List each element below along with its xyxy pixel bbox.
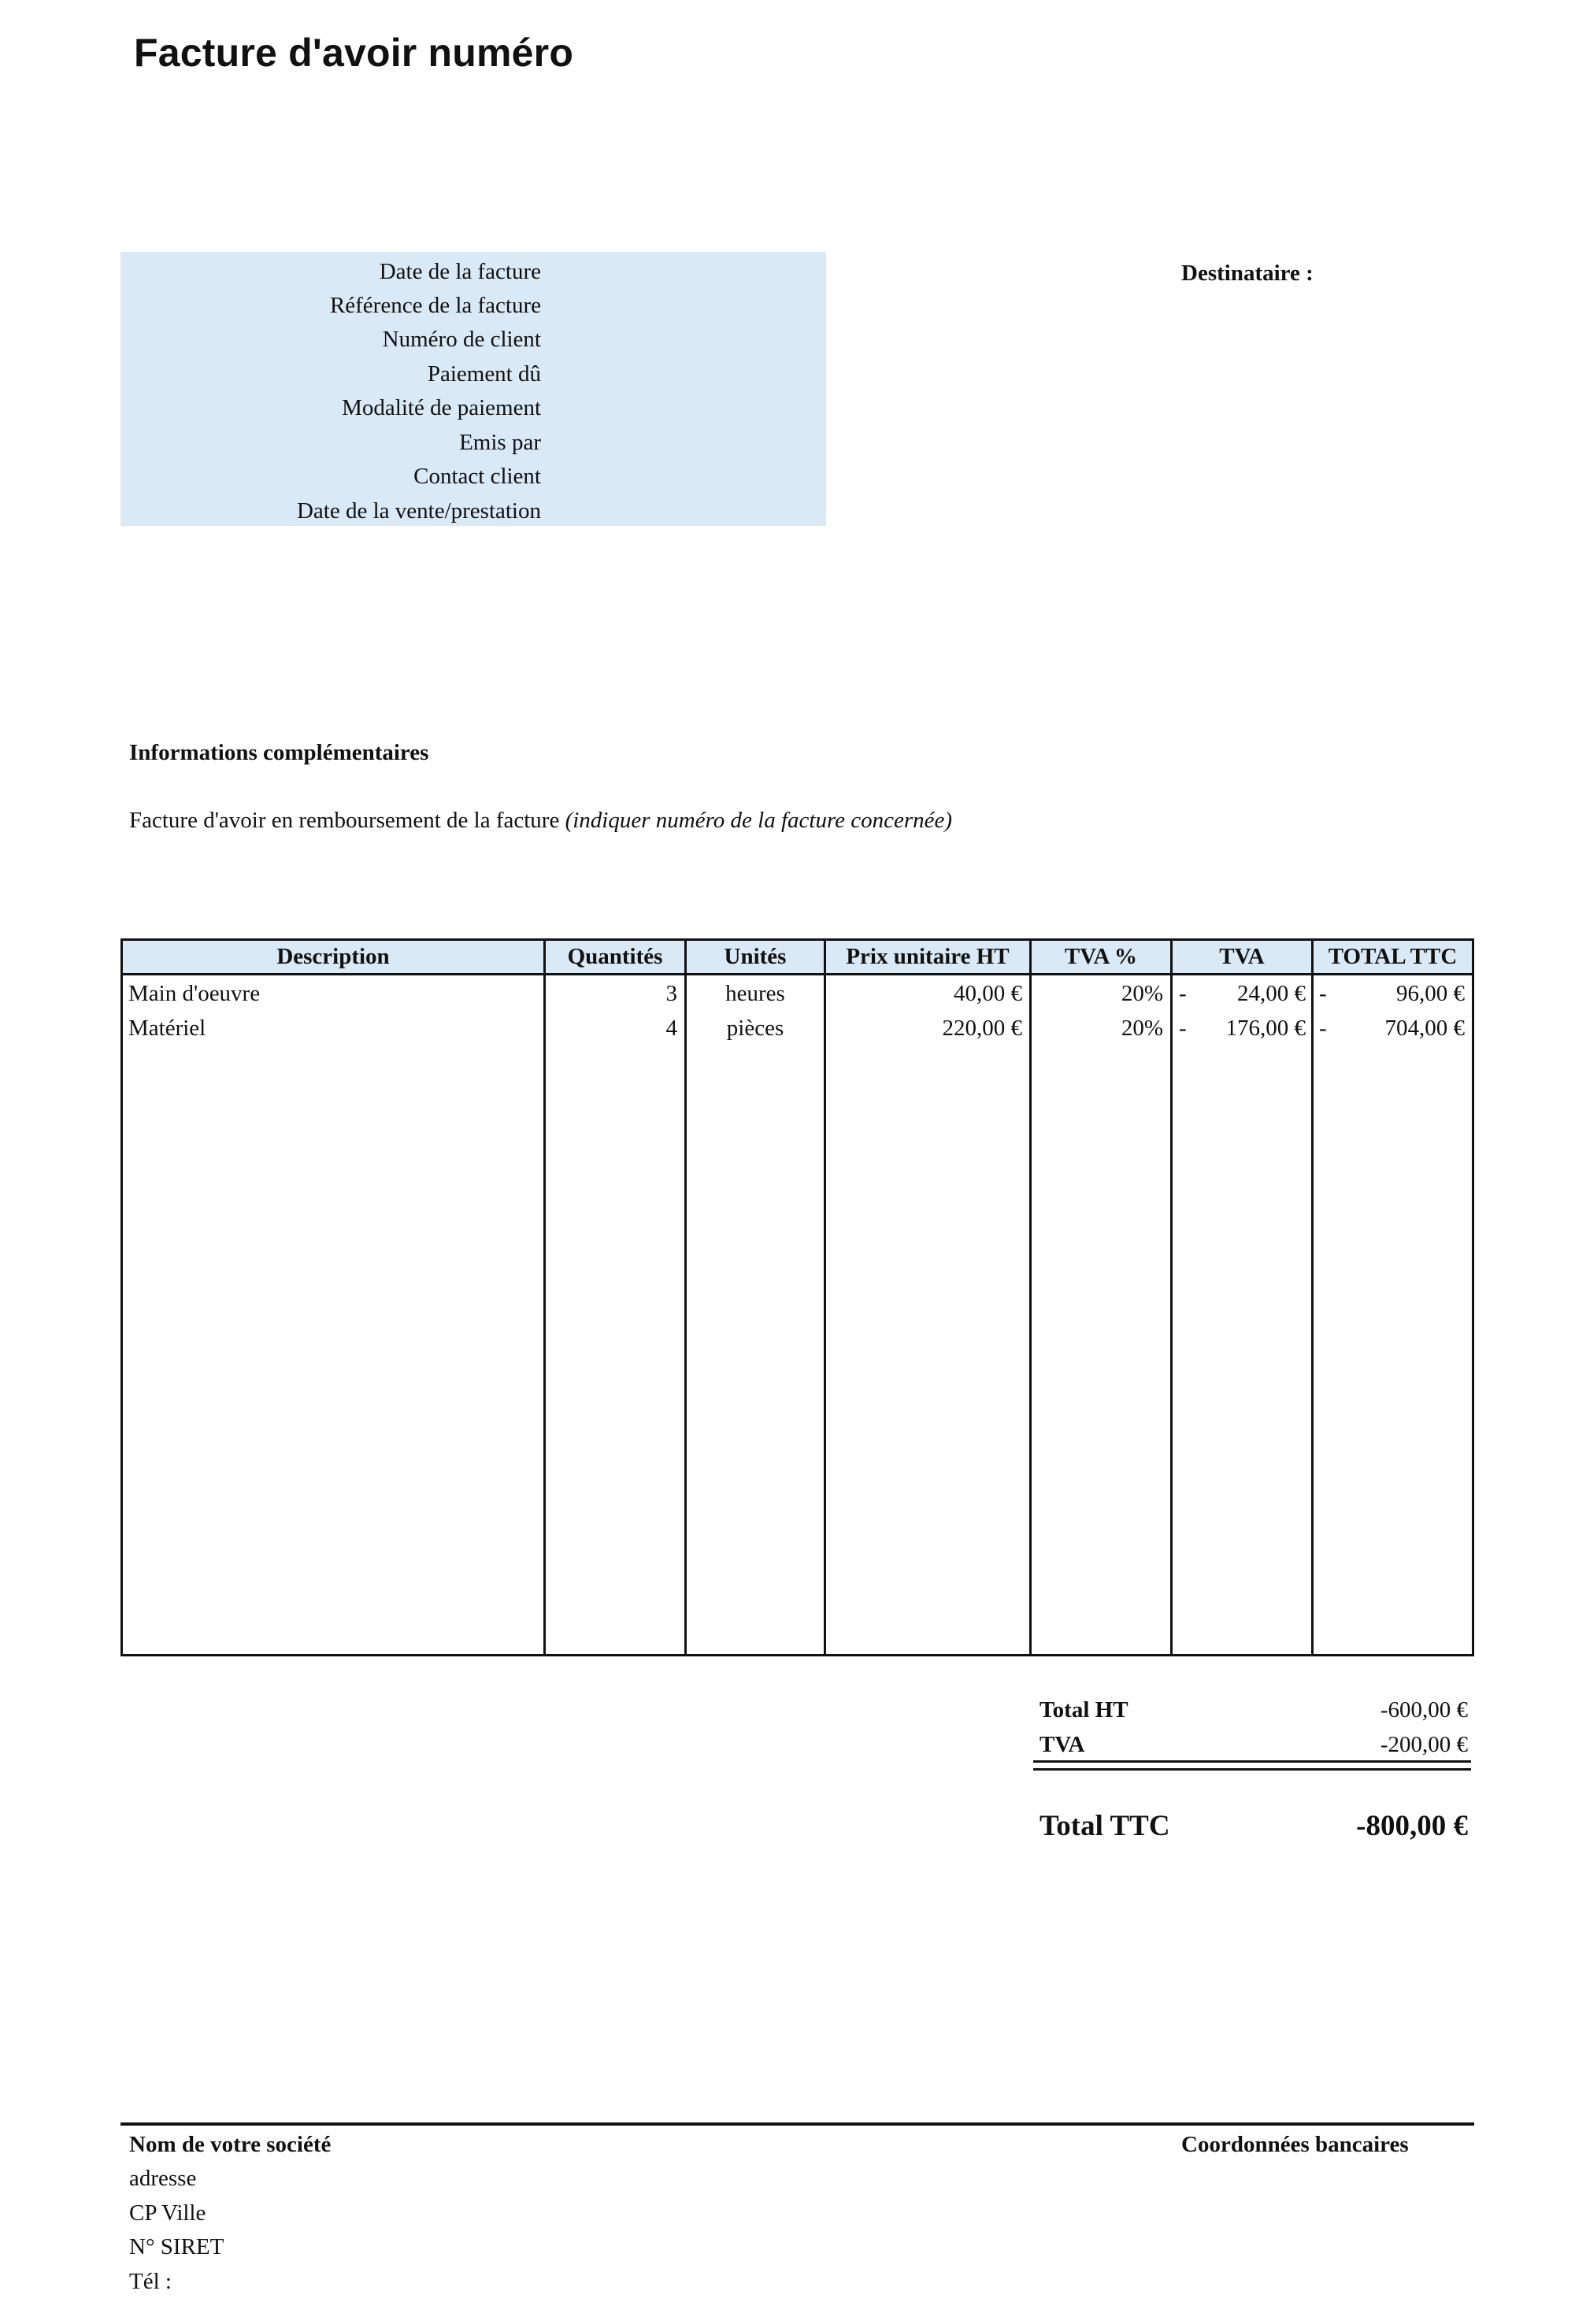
items-table bbox=[120, 938, 1474, 1656]
recipient-label: Destinataire : bbox=[1181, 261, 1314, 286]
footer-city: CP Ville bbox=[129, 2200, 206, 2226]
header-total-ttc: TOTAL TTC bbox=[1314, 941, 1472, 975]
row2-vat: 176,00 € bbox=[1225, 1016, 1306, 1041]
header-description: Description bbox=[123, 941, 543, 975]
footer-company-name: Nom de votre société bbox=[129, 2132, 332, 2157]
row1-vat: 24,00 € bbox=[1237, 981, 1306, 1006]
row1-quantity: 3 bbox=[665, 981, 677, 1006]
header-unit: Unités bbox=[687, 941, 824, 975]
row1-unit: heures bbox=[725, 981, 785, 1006]
extra-info-title: Informations complémentaires bbox=[129, 740, 429, 765]
totals-divider bbox=[1033, 1760, 1471, 1763]
header-vat: TVA bbox=[1173, 941, 1311, 975]
row1-description: Main d'oeuvre bbox=[128, 981, 261, 1006]
header-unit-price: Prix unitaire HT bbox=[826, 941, 1029, 975]
column-vat bbox=[1170, 938, 1314, 1656]
info-label-sale-date: Date de la vente/prestation bbox=[296, 498, 541, 524]
header-quantity: Quantités bbox=[546, 941, 684, 975]
total-ht-label: Total HT bbox=[1040, 1697, 1128, 1723]
row2-quantity: 4 bbox=[665, 1016, 677, 1041]
totals-divider-double bbox=[1033, 1768, 1471, 1771]
column-vat-pct bbox=[1029, 938, 1173, 1656]
row2-unit: pièces bbox=[726, 1016, 784, 1041]
total-ttc-label: Total TTC bbox=[1040, 1810, 1170, 1842]
info-label-client-number: Numéro de client bbox=[382, 327, 541, 352]
footer-siret: N° SIRET bbox=[129, 2234, 224, 2259]
info-label-payment-due: Paiement dû bbox=[427, 361, 541, 387]
row1-unit-price: 40,00 € bbox=[954, 981, 1022, 1006]
header-vat-pct: TVA % bbox=[1032, 941, 1170, 975]
row2-description: Matériel bbox=[128, 1016, 206, 1041]
column-description bbox=[120, 938, 546, 1656]
extra-info-text bbox=[129, 808, 952, 834]
row2-unit-price: 220,00 € bbox=[942, 1016, 1022, 1041]
footer-address: adresse bbox=[129, 2166, 197, 2191]
extra-info-main: Facture d'avoir en remboursement de la facture bbox=[129, 808, 565, 833]
column-unit bbox=[684, 938, 826, 1656]
footer-divider bbox=[120, 2122, 1474, 2126]
footer-bank-details: Coordonnées bancaires bbox=[1181, 2132, 1409, 2157]
column-total-ttc bbox=[1311, 938, 1474, 1656]
row2-vat-sign: - bbox=[1179, 1016, 1187, 1041]
total-tva-value: -200,00 € bbox=[1380, 1732, 1468, 1757]
row1-vat-pct: 20% bbox=[1121, 981, 1163, 1006]
row1-total: 96,00 € bbox=[1396, 981, 1465, 1006]
info-label-invoice-reference: Référence de la facture bbox=[329, 293, 541, 318]
page-title: Facture d'avoir numéro bbox=[134, 31, 574, 75]
column-quantity bbox=[543, 938, 687, 1656]
total-ttc-value: -800,00 € bbox=[1356, 1810, 1468, 1842]
column-unit-price bbox=[824, 938, 1032, 1656]
row2-total: 704,00 € bbox=[1384, 1016, 1465, 1041]
row2-vat-pct: 20% bbox=[1121, 1016, 1163, 1041]
total-tva-label: TVA bbox=[1040, 1732, 1085, 1757]
row2-total-sign: - bbox=[1319, 1016, 1327, 1041]
info-label-payment-method: Modalité de paiement bbox=[342, 395, 541, 420]
row1-total-sign: - bbox=[1319, 981, 1327, 1006]
info-label-client-contact: Contact client bbox=[413, 464, 541, 489]
info-label-issued-by: Emis par bbox=[459, 430, 541, 455]
total-ht-value: -600,00 € bbox=[1380, 1697, 1468, 1723]
row1-vat-sign: - bbox=[1179, 981, 1187, 1006]
extra-info-hint: (indiquer numéro de la facture concernée) bbox=[565, 808, 953, 833]
info-label-invoice-date: Date de la facture bbox=[379, 259, 541, 284]
footer-phone: Tél : bbox=[129, 2269, 172, 2294]
